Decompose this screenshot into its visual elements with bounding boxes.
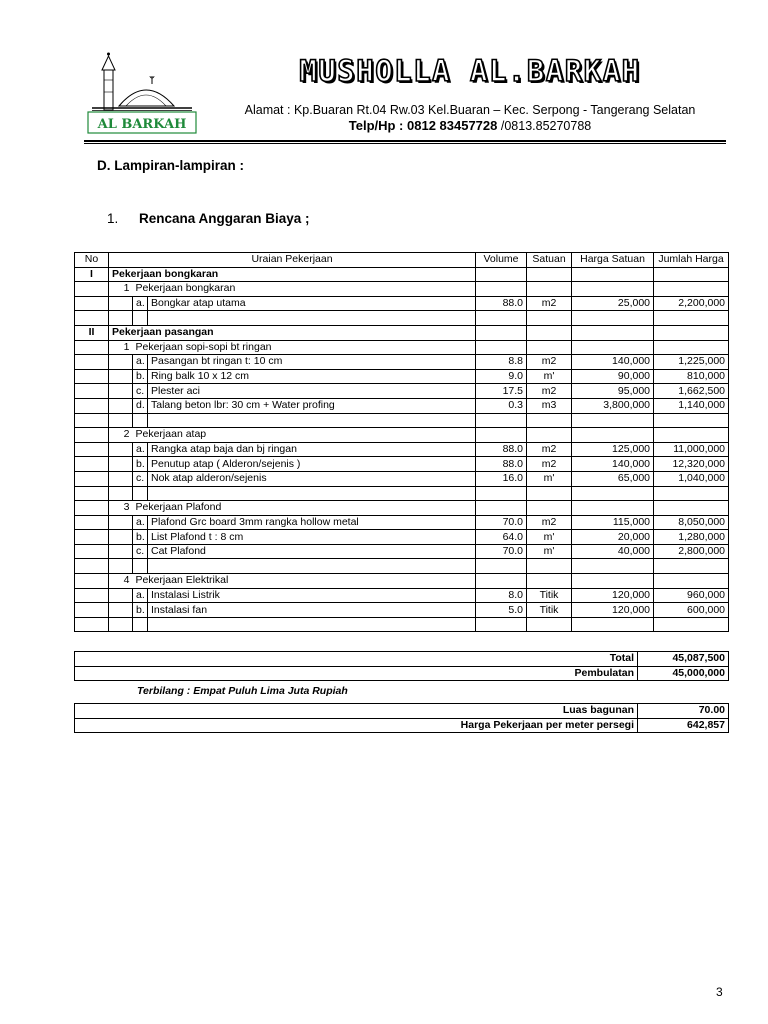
cell-harga-satuan: 95,000 (572, 384, 654, 399)
cell-uraian: Rangka atap baja dan bj ringan (148, 442, 476, 457)
total-row (75, 652, 729, 667)
cell-jumlah-harga (654, 413, 729, 428)
cell-volume: 0.3 (476, 398, 527, 413)
cell-no (75, 574, 109, 589)
header-volume: Volume (476, 253, 527, 268)
table-row (75, 369, 729, 384)
cell-volume (476, 574, 527, 589)
table-row (75, 544, 729, 559)
cell-uraian: Instalasi fan (148, 603, 476, 618)
cell-item-letter: c. (133, 471, 148, 486)
cell-satuan: m2 (527, 355, 572, 370)
cell-volume: 17.5 (476, 384, 527, 399)
cell-uraian: Pekerjaan sopi-sopi bt ringan (133, 340, 476, 355)
cell-jumlah-harga: 1,662,500 (654, 384, 729, 399)
cell-satuan (527, 559, 572, 574)
cell-uraian: Penutup atap ( Alderon/sejenis ) (148, 457, 476, 472)
terbilang: Terbilang : Empat Puluh Lima Juta Rupiah (137, 685, 348, 697)
cell-volume: 88.0 (476, 296, 527, 311)
cell-jumlah-harga: 12,320,000 (654, 457, 729, 472)
header-no: No (75, 253, 109, 268)
table-row (75, 471, 729, 486)
cell-sub-no (109, 559, 133, 574)
cell-sub-no: 3 (109, 501, 133, 516)
cell-volume (476, 282, 527, 297)
cell-jumlah-harga: 1,280,000 (654, 530, 729, 545)
cell-satuan (527, 413, 572, 428)
cell-satuan (527, 282, 572, 297)
section-heading-d: D. Lampiran-lampiran : (97, 158, 245, 173)
harga-m2-row (75, 718, 729, 733)
cell-harga-satuan (572, 428, 654, 443)
page-title: MUSHOLLA AL.BARKAH (299, 54, 641, 88)
cell-item-letter: a. (133, 355, 148, 370)
cell-no (75, 311, 109, 326)
cell-uraian: Pekerjaan pasangan (109, 325, 476, 340)
section-heading-1 (107, 211, 310, 226)
cell-harga-satuan (572, 413, 654, 428)
phone-line (220, 118, 720, 133)
cell-volume: 16.0 (476, 471, 527, 486)
cell-volume: 70.0 (476, 544, 527, 559)
cell-uraian (148, 413, 476, 428)
cell-volume: 88.0 (476, 457, 527, 472)
cell-sub-no (109, 457, 133, 472)
cell-item-letter (133, 486, 148, 501)
cell-satuan: m' (527, 369, 572, 384)
header-harga-satuan: Harga Satuan (572, 253, 654, 268)
cell-sub-no (109, 515, 133, 530)
cell-satuan (527, 267, 572, 282)
cell-sub-no (109, 544, 133, 559)
cell-harga-satuan (572, 340, 654, 355)
table-row (75, 603, 729, 618)
header-rule-thin (84, 143, 726, 144)
cell-sub-no (109, 384, 133, 399)
table-row (75, 501, 729, 516)
budget-table (74, 252, 729, 632)
cell-item-letter: b. (133, 369, 148, 384)
cell-volume (476, 325, 527, 340)
cell-sub-no (109, 530, 133, 545)
cell-harga-satuan: 140,000 (572, 355, 654, 370)
cell-item-letter (133, 311, 148, 326)
cell-satuan (527, 574, 572, 589)
cell-sub-no (109, 617, 133, 632)
cell-volume (476, 413, 527, 428)
cell-satuan: m2 (527, 442, 572, 457)
cell-harga-satuan: 140,000 (572, 457, 654, 472)
cell-no (75, 530, 109, 545)
cell-satuan (527, 325, 572, 340)
cell-jumlah-harga: 1,040,000 (654, 471, 729, 486)
cell-volume: 8.8 (476, 355, 527, 370)
cell-no (75, 442, 109, 457)
cell-harga-satuan: 65,000 (572, 471, 654, 486)
header-rule (84, 140, 726, 142)
cell-sub-no (109, 603, 133, 618)
cell-item-letter (133, 559, 148, 574)
cell-sub-no (109, 369, 133, 384)
luas-value: 70.00 (638, 704, 729, 719)
table-row (75, 282, 729, 297)
cell-jumlah-harga: 810,000 (654, 369, 729, 384)
cell-harga-satuan (572, 574, 654, 589)
page-number: 3 (716, 985, 723, 999)
cell-item-letter: a. (133, 515, 148, 530)
table-row (75, 311, 729, 326)
total-value: 45,087,500 (638, 652, 729, 667)
cell-harga-satuan: 120,000 (572, 603, 654, 618)
cell-jumlah-harga: 1,140,000 (654, 398, 729, 413)
header-jumlah-harga: Jumlah Harga (654, 253, 729, 268)
table-row (75, 428, 729, 443)
cell-no (75, 398, 109, 413)
cell-harga-satuan: 40,000 (572, 544, 654, 559)
cell-sub-no: 1 (109, 340, 133, 355)
cell-harga-satuan (572, 559, 654, 574)
cell-no: II (75, 325, 109, 340)
pembulatan-label: Pembulatan (75, 666, 638, 681)
cell-satuan: m2 (527, 296, 572, 311)
cell-uraian: Talang beton lbr: 30 cm + Water profing (148, 398, 476, 413)
cell-uraian: Pasangan bt ringan t: 10 cm (148, 355, 476, 370)
cell-volume: 5.0 (476, 603, 527, 618)
section-title: Rencana Anggaran Biaya ; (139, 211, 310, 226)
cell-satuan: m2 (527, 384, 572, 399)
cell-volume: 8.0 (476, 588, 527, 603)
cell-sub-no: 2 (109, 428, 133, 443)
cell-uraian: Pekerjaan bongkaran (109, 267, 476, 282)
cell-volume: 88.0 (476, 442, 527, 457)
table-row (75, 617, 729, 632)
cell-uraian: Pekerjaan atap (133, 428, 476, 443)
table-row (75, 515, 729, 530)
cell-no (75, 486, 109, 501)
cell-satuan: m' (527, 471, 572, 486)
harga-m2-value: 642,857 (638, 718, 729, 733)
cell-harga-satuan: 120,000 (572, 588, 654, 603)
table-row (75, 267, 729, 282)
cell-jumlah-harga (654, 486, 729, 501)
cell-item-letter: b. (133, 530, 148, 545)
cell-no (75, 559, 109, 574)
cell-item-letter: c. (133, 544, 148, 559)
phone-alt: /0813.85270788 (500, 119, 592, 133)
table-row (75, 486, 729, 501)
cell-jumlah-harga (654, 617, 729, 632)
cell-harga-satuan (572, 501, 654, 516)
cell-uraian (148, 486, 476, 501)
cell-uraian: Bongkar atap utama (148, 296, 476, 311)
cell-item-letter (133, 413, 148, 428)
cell-no (75, 296, 109, 311)
cell-sub-no (109, 486, 133, 501)
cell-jumlah-harga (654, 282, 729, 297)
cell-uraian: Instalasi Listrik (148, 588, 476, 603)
cell-jumlah-harga: 11,000,000 (654, 442, 729, 457)
cell-harga-satuan: 115,000 (572, 515, 654, 530)
cell-no (75, 384, 109, 399)
table-row (75, 559, 729, 574)
cell-no (75, 501, 109, 516)
cell-jumlah-harga (654, 340, 729, 355)
cell-volume (476, 340, 527, 355)
cell-uraian (148, 559, 476, 574)
cell-sub-no (109, 398, 133, 413)
cell-volume (476, 486, 527, 501)
musholla-logo (84, 48, 204, 138)
luas-label: Luas bagunan (75, 704, 638, 719)
cell-no (75, 588, 109, 603)
phone-main: Telp/Hp : 0812 83457728 (348, 118, 498, 133)
cell-satuan (527, 340, 572, 355)
address: Alamat : Kp.Buaran Rt.04 Rw.03 Kel.Buaran – Kec. Serpong - Tangerang Selatan (244, 103, 696, 117)
cell-satuan: m' (527, 530, 572, 545)
cell-no (75, 355, 109, 370)
table-row (75, 413, 729, 428)
cell-no (75, 603, 109, 618)
cell-harga-satuan (572, 282, 654, 297)
cell-uraian (148, 617, 476, 632)
cell-volume (476, 501, 527, 516)
cell-harga-satuan: 20,000 (572, 530, 654, 545)
cell-satuan: m' (527, 544, 572, 559)
cell-no (75, 428, 109, 443)
cell-uraian (148, 311, 476, 326)
cell-volume (476, 559, 527, 574)
table-row (75, 325, 729, 340)
cell-no (75, 515, 109, 530)
cell-volume: 9.0 (476, 369, 527, 384)
cell-volume (476, 428, 527, 443)
cell-harga-satuan: 90,000 (572, 369, 654, 384)
cell-harga-satuan (572, 325, 654, 340)
cell-harga-satuan (572, 267, 654, 282)
header-satuan: Satuan (527, 253, 572, 268)
cell-sub-no (109, 311, 133, 326)
cell-harga-satuan (572, 486, 654, 501)
cell-satuan (527, 486, 572, 501)
pembulatan-value: 45,000,000 (638, 666, 729, 681)
cell-no: I (75, 267, 109, 282)
cell-sub-no (109, 442, 133, 457)
cell-sub-no (109, 588, 133, 603)
cell-jumlah-harga: 600,000 (654, 603, 729, 618)
header-uraian: Uraian Pekerjaan (109, 253, 476, 268)
totals-table (74, 651, 729, 681)
table-row (75, 457, 729, 472)
cell-jumlah-harga (654, 267, 729, 282)
cell-satuan: m2 (527, 457, 572, 472)
cell-volume (476, 267, 527, 282)
cell-volume (476, 311, 527, 326)
table-row (75, 355, 729, 370)
cell-no (75, 617, 109, 632)
table-row (75, 442, 729, 457)
cell-uraian: Pekerjaan bongkaran (133, 282, 476, 297)
cell-item-letter: d. (133, 398, 148, 413)
cell-item-letter: b. (133, 603, 148, 618)
table-header-row (75, 253, 729, 268)
table-row (75, 384, 729, 399)
cell-uraian: Pekerjaan Plafond (133, 501, 476, 516)
cell-jumlah-harga: 2,200,000 (654, 296, 729, 311)
cell-item-letter: b. (133, 457, 148, 472)
cell-jumlah-harga: 1,225,000 (654, 355, 729, 370)
cell-jumlah-harga: 8,050,000 (654, 515, 729, 530)
cell-no (75, 471, 109, 486)
cell-item-letter: a. (133, 296, 148, 311)
table-row (75, 398, 729, 413)
total-label: Total (75, 652, 638, 667)
cell-satuan: Titik (527, 588, 572, 603)
section-number: 1. (107, 211, 119, 226)
harga-m2-label: Harga Pekerjaan per meter persegi (75, 718, 638, 733)
table-row (75, 296, 729, 311)
cell-satuan (527, 501, 572, 516)
cell-jumlah-harga (654, 559, 729, 574)
table-row (75, 340, 729, 355)
cell-no (75, 369, 109, 384)
cell-harga-satuan: 125,000 (572, 442, 654, 457)
table-row (75, 574, 729, 589)
cell-jumlah-harga (654, 311, 729, 326)
cell-harga-satuan (572, 311, 654, 326)
cell-no (75, 457, 109, 472)
cell-sub-no (109, 471, 133, 486)
cell-harga-satuan (572, 617, 654, 632)
cell-sub-no (109, 413, 133, 428)
cell-sub-no (109, 296, 133, 311)
cell-no (75, 340, 109, 355)
cell-uraian: Pekerjaan Elektrikal (133, 574, 476, 589)
cell-item-letter (133, 617, 148, 632)
cell-satuan: m2 (527, 515, 572, 530)
area-table (74, 703, 729, 733)
cell-satuan: m3 (527, 398, 572, 413)
cell-satuan (527, 428, 572, 443)
cell-satuan: Titik (527, 603, 572, 618)
pembulatan-row (75, 666, 729, 681)
cell-no (75, 282, 109, 297)
cell-volume (476, 617, 527, 632)
cell-no (75, 544, 109, 559)
cell-sub-no: 4 (109, 574, 133, 589)
cell-item-letter: a. (133, 588, 148, 603)
cell-uraian: Cat Plafond (148, 544, 476, 559)
table-row (75, 588, 729, 603)
cell-jumlah-harga (654, 574, 729, 589)
cell-harga-satuan: 25,000 (572, 296, 654, 311)
cell-uraian: Plester aci (148, 384, 476, 399)
cell-jumlah-harga: 960,000 (654, 588, 729, 603)
cell-jumlah-harga: 2,800,000 (654, 544, 729, 559)
cell-no (75, 413, 109, 428)
cell-harga-satuan: 3,800,000 (572, 398, 654, 413)
table-row (75, 530, 729, 545)
cell-volume: 70.0 (476, 515, 527, 530)
cell-jumlah-harga (654, 501, 729, 516)
cell-item-letter: c. (133, 384, 148, 399)
cell-uraian: Plafond Grc board 3mm rangka hollow metal (148, 515, 476, 530)
cell-uraian: Ring balk 10 x 12 cm (148, 369, 476, 384)
cell-uraian: List Plafond t : 8 cm (148, 530, 476, 545)
cell-jumlah-harga (654, 325, 729, 340)
cell-item-letter: a. (133, 442, 148, 457)
cell-satuan (527, 617, 572, 632)
cell-satuan (527, 311, 572, 326)
cell-jumlah-harga (654, 428, 729, 443)
logo-text: AL BARKAH (97, 117, 187, 132)
cell-sub-no: 1 (109, 282, 133, 297)
cell-sub-no (109, 355, 133, 370)
cell-volume: 64.0 (476, 530, 527, 545)
luas-row (75, 704, 729, 719)
cell-uraian: Nok atap alderon/sejenis (148, 471, 476, 486)
